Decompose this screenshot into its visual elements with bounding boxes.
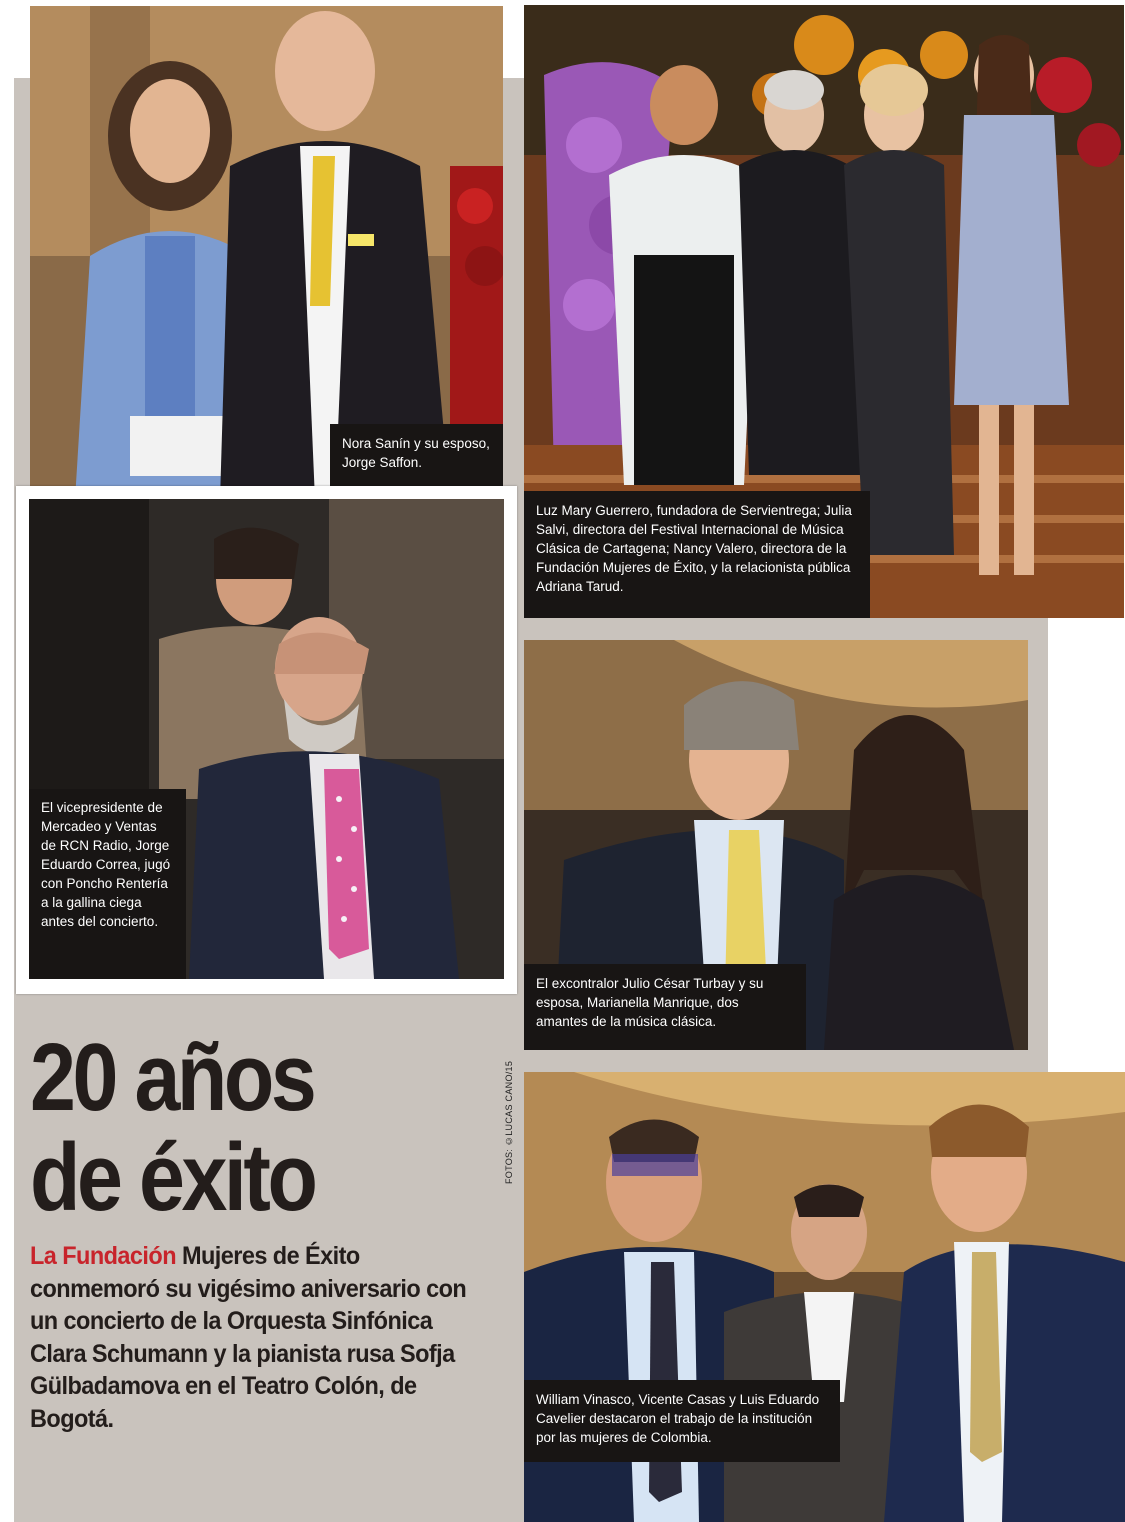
headline [30,1024,322,1231]
photo-guerrero-group [524,5,1124,618]
caption-correa-text: El vicepresidente de Mercadeo y Ventas de RCN Radio, Jorge Eduardo Correa, jugó con Poncho Rentería a la gallina ciega antes del concierto. [41,800,171,929]
headline-line-1: 20 años [30,1024,314,1131]
headline-line-2: de éxito [30,1124,315,1231]
photo-credit: FOTOS: ©LUCAS CANO/15 [504,1060,514,1184]
photo-sanin-saffon [30,6,503,500]
caption-vinasco [524,1380,840,1462]
lede-accent: La Fundación [30,1242,176,1270]
photo-turbay-manrique [524,640,1028,1050]
caption-turbay-text: El excontralor Julio César Turbay y su esposa, Marianella Manrique, dos amantes de la música clásica. [536,976,764,1029]
caption-correa [29,789,186,979]
photo-vinasco-casas-cavelier [524,1072,1125,1522]
frame-correa [16,486,517,994]
caption-turbay [524,964,806,1050]
lede-paragraph [30,1240,481,1435]
caption-guerrero [524,491,870,618]
caption-vinasco-text: William Vinasco, Vicente Casas y Luis Eduardo Cavelier destacaron el trabajo de la institución por las mujeres de Colombia. [536,1392,820,1445]
lede-text: Mujeres de Éxito conmemoró su vigésimo aniversario con un concierto de la Orquesta Sinfónica Clara Schumann y la pianista rusa Sofja Gülbadamova en el Teatro Colón, de Bogotá. [30,1242,467,1433]
caption-sanin-text: Nora Sanín y su esposo, Jorge Saffon. [342,436,490,470]
caption-guerrero-text: Luz Mary Guerrero, fundadora de Servientrega; Julia Salvi, directora del Festival Internacional de Música Clásica de Cartagena; Nancy Valero, directora de la Fundación Mujeres de Éxito, y la relacionista pública Adriana Tarud. [536,503,852,594]
photo-correa-renteria [29,499,504,979]
